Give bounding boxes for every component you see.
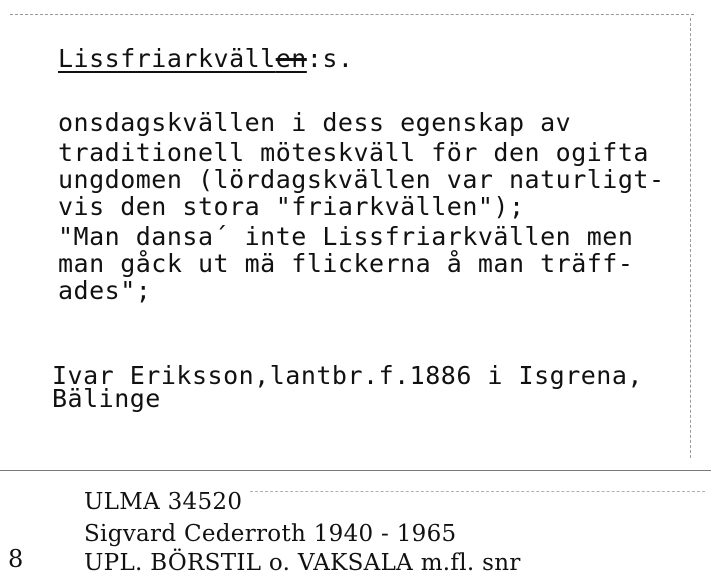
body-line: traditionell möteskväll för den ogifta — [58, 138, 649, 167]
heading-struck-text: en — [275, 44, 307, 73]
body-line: vis den stora "friarkvällen"); — [58, 192, 525, 221]
body-line: onsdagskvällen i dess egenskap av — [58, 108, 572, 137]
archive-number: ULMA 34520 — [84, 489, 243, 515]
body-line: ades"; — [58, 276, 152, 305]
card-divider-faint — [250, 491, 705, 492]
card-top-edge — [10, 14, 694, 15]
body-line: ungdomen (lördagskvällen var naturligt- — [58, 165, 665, 194]
body-line: man gåck ut mä flickerna å man träff- — [58, 249, 634, 278]
body-line: "Man dansa´ inte Lissfriarkvällen men — [58, 222, 634, 251]
heading-suffix: :s. — [306, 44, 354, 73]
heading-text: Lissfriarkväll — [58, 44, 276, 73]
informant-line: Ivar Eriksson,lantbr.f.1886 i Isgrena, — [52, 361, 643, 390]
corner-mark: 8 — [8, 545, 24, 573]
collector-line: Sigvard Cederroth 1940 - 1965 — [84, 521, 457, 547]
card-heading — [58, 46, 353, 72]
card-divider — [0, 470, 711, 471]
card-right-edge — [690, 18, 691, 458]
informant-place: Bälinge — [52, 384, 161, 413]
parish-line: UPL. BÖRSTIL o. VAKSALA m.fl. snr — [84, 550, 521, 576]
